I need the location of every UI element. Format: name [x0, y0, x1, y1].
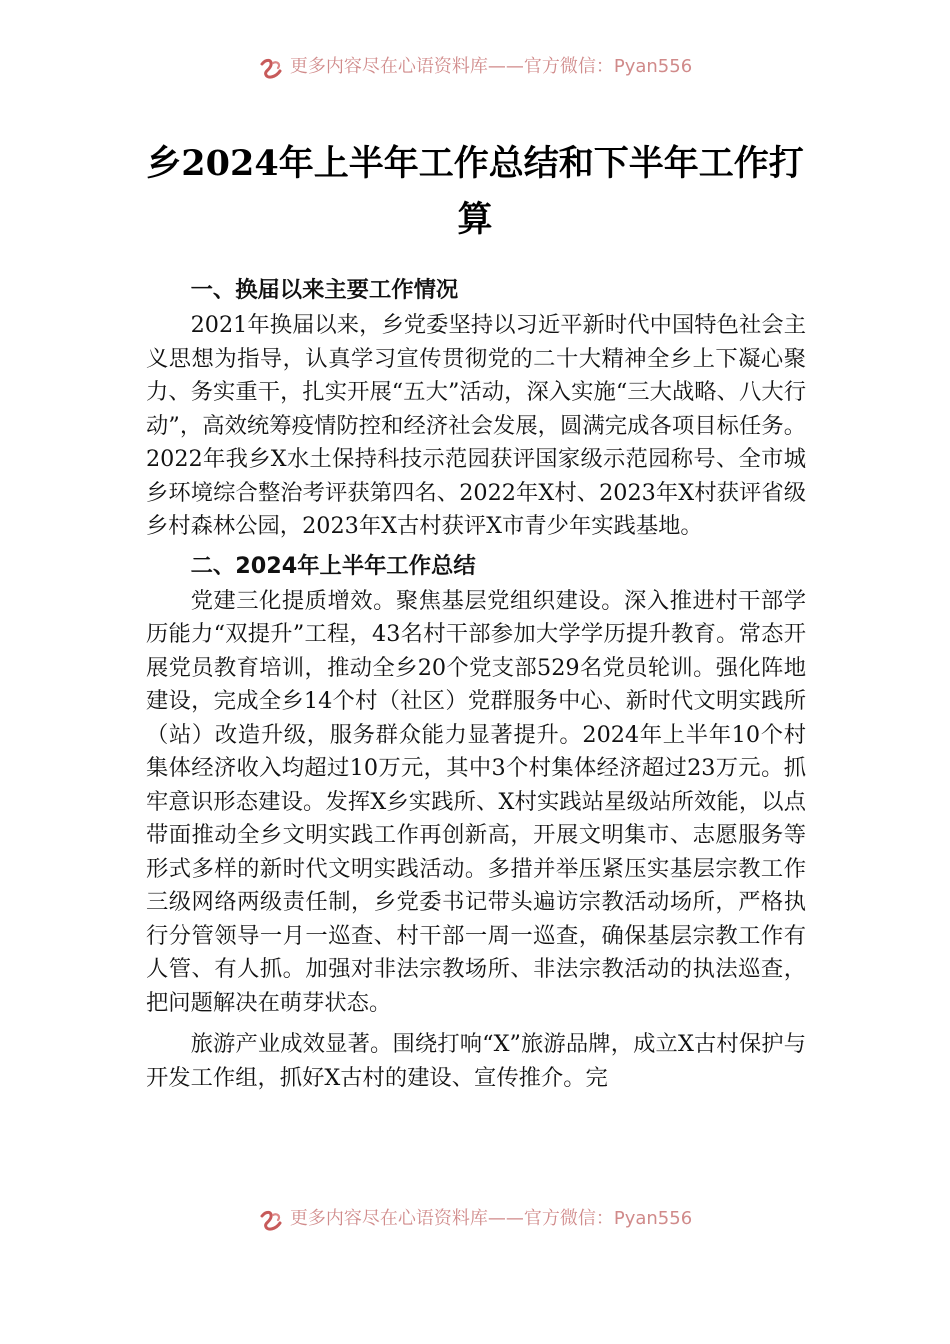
watermark-top [0, 54, 950, 84]
document-title: 乡2024年上半年工作总结和下半年工作打算 [146, 143, 804, 240]
watermark-text: 更多内容尽在心语资料库——官方微信：Pyan556 [289, 1208, 693, 1229]
paragraph: 2021年换届以来，乡党委坚持以习近平新时代中国特色社会主义思想为指导，认真学习宣传贯彻党的二十大精神全乡上下凝心聚力、务实重干，扎实开展“五大”活动，深入实施“三大战略、八大行动”，高效统筹疫情防控和经济社会发展，圆满完成各项目标任务。2022年我乡X水土保持科技示范园获评国家级示范园称号、全市城乡环境综合整治考评获第四名、2022年X村、2023年X村获评省级乡村森林公园，2023年X古村获评X市青少年实践基地。 [146, 312, 806, 539]
watermark-bottom [0, 1206, 950, 1236]
document-body [146, 272, 806, 1095]
watermark-logo-icon [258, 1210, 284, 1232]
watermark-logo-icon [258, 58, 284, 80]
watermark-text: 更多内容尽在心语资料库——官方微信：Pyan556 [289, 56, 693, 77]
section-heading: 二、2024年上半年工作总结 [190, 552, 476, 579]
section-heading: 一、换届以来主要工作情况 [190, 277, 459, 303]
paragraph: 旅游产业成效显著。围绕打响“X”旅游品牌，成立X古村保护与开发工作组，抓好X古村的建设、宣传推介。完 [146, 1031, 806, 1091]
paragraph: 党建三化提质增效。聚焦基层党组织建设。深入推进村干部学历能力“双提升”工程，43名村干部参加大学学历提升教育。常态开展党员教育培训，推动全乡20个党支部529名党员轮训。强化阵地建设，完成全乡14个村（社区）党群服务中心、新时代文明实践所（站）改造升级，服务群众能力显著提升。2024年上半年10个村集体经济收入均超过10万元，其中3个村集体经济超过23万元。抓牢意识形态建设。发挥X乡实践所、X村实践站星级站所效能，以点带面推动全乡文明实践工作再创新高，开展文明集市、志愿服务等形式多样的新时代文明实践活动。多措并举压紧压实基层宗教工作三级网络两级责任制，乡党委书记带头遍访宗教活动场所，严格执行分管领导一月一巡查、村干部一周一巡查，确保基层宗教工作有人管、有人抓。加强对非法宗教场所、非法宗教活动的执法巡查，把问题解决在萌芽状态。 [146, 587, 806, 1016]
